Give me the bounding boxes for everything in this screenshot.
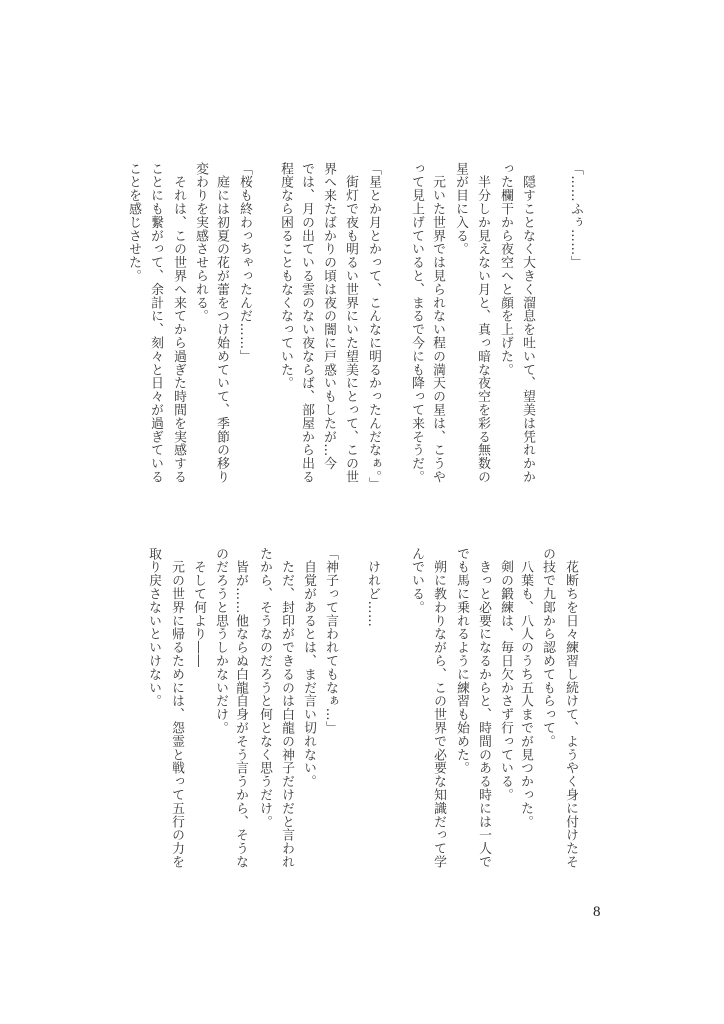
text-column: 朔に教わりながら、この世界で必要な知識だって学 (431, 547, 446, 869)
text-column: って見上げていると、まるで今にも降って来そうだ。 (409, 162, 424, 484)
text-column: たから、そうなのだろうと何となく思うだけ。 (257, 547, 272, 829)
text-column: った欄干から夜空へと顔を上げた。 (498, 162, 513, 377)
text-column: 「……ふぅ……」 (568, 162, 583, 270)
text-column: 半分しか見えない月と、真っ暗な夜空を彩る無数の (475, 162, 490, 484)
text-column: 剣の鍛練は、毎日欠かさず行っている。 (498, 547, 513, 802)
text-column: 街灯で夜も明るい世界にいた望美にとって、この世 (343, 162, 358, 484)
text-column: んでいる。 (409, 547, 424, 614)
text-column: 取り戻さないといけない。 (146, 547, 161, 708)
text-column: 界へ来たばかりの頃は夜の闇に戸惑いもしたが…今 (321, 162, 336, 471)
text-column: 変わりを実感させられる。 (193, 162, 208, 323)
text-column: 「星とか月とかって、こんなに明るかったんだなぁ。」 (366, 162, 381, 491)
text-column: 星が目に入る。 (453, 162, 468, 256)
text-column: 元の世界に帰るためには、怨霊と戦って五行の力を (169, 547, 184, 869)
text-column: 「桜も終わっちゃったんだ……」 (237, 162, 252, 363)
text-column: 花断ちを日々練習し続けて、ようやく身に付けたそ (563, 547, 578, 869)
text-column: きっと必要になるからと、時間のある時には一人で (476, 547, 491, 869)
text-column: 八葉も、八人のうち五人までが見つかった。 (518, 547, 533, 829)
text-column: ことにも繋がって、余計に、刻々と日々が過ぎている (148, 162, 163, 484)
text-column: でも馬に乗れるように練習も始めた。 (454, 547, 469, 775)
text-column: 程度なら困ることもなくなっていた。 (278, 162, 293, 390)
text-column: 庭には初夏の花が蕾をつけ始めていて、季節の移り (214, 162, 229, 484)
text-column: 皆が……他ならぬ白龍自身がそう言うから、そうな (233, 547, 248, 869)
text-column: 自覚があるとは、まだ言い切れない。 (301, 547, 316, 789)
text-column: ことを感じさせた。 (126, 162, 141, 283)
text-column: では、月の出ている雲のない夜ならば、部屋から出る (299, 162, 314, 484)
text-column: そして何より―― (191, 547, 206, 668)
text-column: のだろうと思うしかないだけ。 (213, 547, 228, 735)
text-column: それは、この世界へ来てから過ぎた時間を実感する (171, 162, 186, 484)
text-column: 元いた世界では見られない程の満天の星は、こうや (430, 162, 445, 484)
text-column: 隠すことなく大きく溜息を吐いて、望美は凭れかか (520, 162, 535, 484)
page-number: 8 (593, 904, 601, 920)
text-column: の技で九郎から認めてもらって。 (540, 547, 555, 748)
text-column: けれど…… (365, 547, 380, 628)
text-column: ただ、封印ができるのは白龍の神子だけだと言われ (279, 547, 294, 869)
text-column: 「神子って言われてもなぁ…」 (323, 547, 338, 735)
